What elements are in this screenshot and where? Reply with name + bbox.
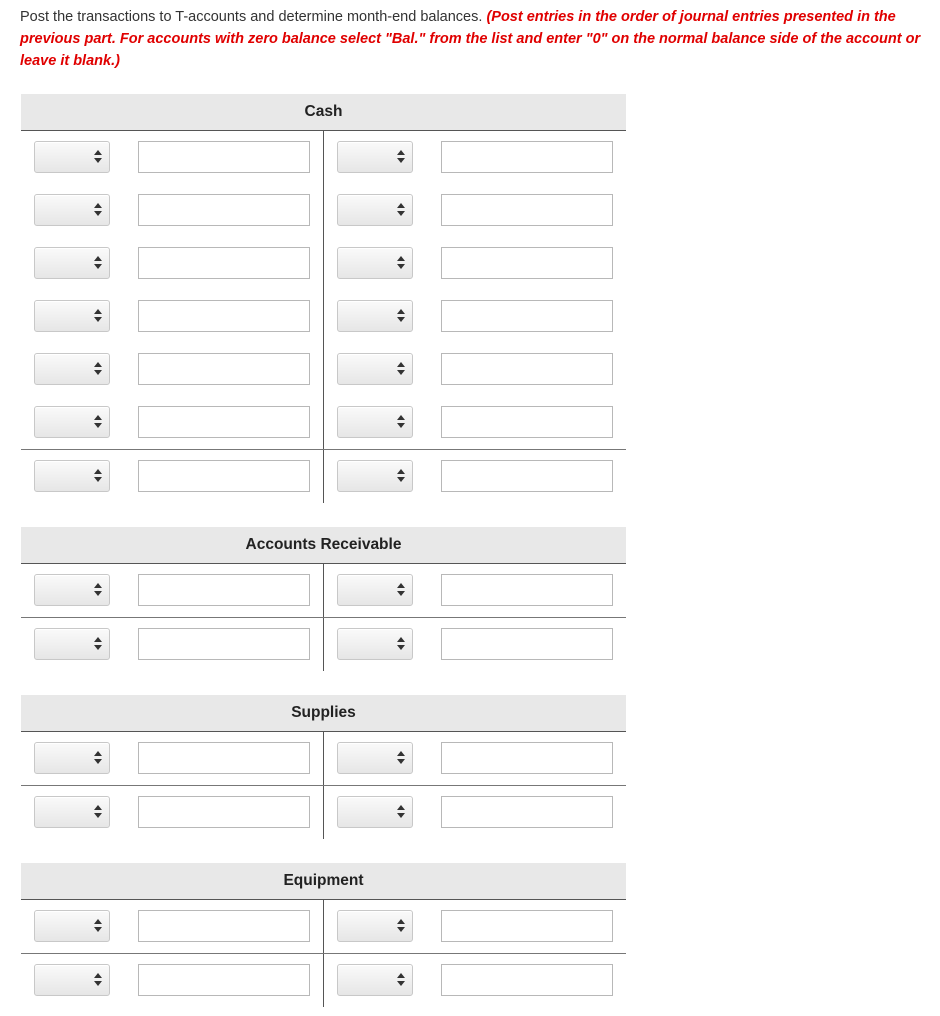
up-down-arrows-icon: [397, 362, 405, 376]
debit-label-select[interactable]: [34, 194, 110, 226]
t-account-body: [21, 131, 626, 503]
up-down-arrows-icon: [397, 415, 405, 429]
credit-amount-input[interactable]: [441, 194, 613, 226]
up-down-arrows-icon: [397, 583, 405, 597]
credit-amount-input[interactable]: [441, 964, 613, 996]
debit-amount-input[interactable]: [138, 574, 310, 606]
credit-label-select[interactable]: [337, 460, 413, 492]
t-account-title: Equipment: [21, 863, 626, 900]
t-account-accounts-receivable: [21, 527, 626, 671]
up-down-arrows-icon: [94, 256, 102, 270]
debit-amount-input[interactable]: [138, 964, 310, 996]
up-down-arrows-icon: [397, 150, 405, 164]
debit-label-select[interactable]: [34, 141, 110, 173]
debit-label-select[interactable]: [34, 406, 110, 438]
t-row: [21, 732, 626, 785]
debit-amount-input[interactable]: [138, 353, 310, 385]
debit-label-select[interactable]: [34, 353, 110, 385]
t-account-supplies: [21, 695, 626, 839]
up-down-arrows-icon: [94, 805, 102, 819]
credit-amount-input[interactable]: [441, 796, 613, 828]
credit-label-select[interactable]: [337, 964, 413, 996]
credit-label-select[interactable]: [337, 300, 413, 332]
up-down-arrows-icon: [397, 919, 405, 933]
debit-amount-input[interactable]: [138, 742, 310, 774]
credit-amount-input[interactable]: [441, 910, 613, 942]
credit-amount-input[interactable]: [441, 300, 613, 332]
up-down-arrows-icon: [94, 362, 102, 376]
t-row-balance: [21, 785, 626, 839]
t-row-balance: [21, 953, 626, 1007]
debit-amount-input[interactable]: [138, 194, 310, 226]
t-row: [21, 237, 626, 290]
debit-label-select[interactable]: [34, 247, 110, 279]
instructions: [20, 6, 925, 72]
credit-label-select[interactable]: [337, 742, 413, 774]
credit-label-select[interactable]: [337, 910, 413, 942]
debit-amount-input[interactable]: [138, 628, 310, 660]
up-down-arrows-icon: [397, 203, 405, 217]
credit-amount-input[interactable]: [441, 742, 613, 774]
debit-label-select[interactable]: [34, 742, 110, 774]
up-down-arrows-icon: [397, 309, 405, 323]
debit-amount-input[interactable]: [138, 910, 310, 942]
debit-amount-input[interactable]: [138, 406, 310, 438]
t-account-title: Supplies: [21, 695, 626, 732]
up-down-arrows-icon: [397, 637, 405, 651]
t-account-body: [21, 732, 626, 839]
debit-amount-input[interactable]: [138, 796, 310, 828]
debit-label-select[interactable]: [34, 910, 110, 942]
debit-amount-input[interactable]: [138, 141, 310, 173]
up-down-arrows-icon: [94, 973, 102, 987]
debit-label-select[interactable]: [34, 300, 110, 332]
debit-label-select[interactable]: [34, 628, 110, 660]
credit-amount-input[interactable]: [441, 460, 613, 492]
credit-amount-input[interactable]: [441, 574, 613, 606]
up-down-arrows-icon: [94, 469, 102, 483]
credit-label-select[interactable]: [337, 194, 413, 226]
credit-amount-input[interactable]: [441, 353, 613, 385]
debit-label-select[interactable]: [34, 574, 110, 606]
credit-label-select[interactable]: [337, 353, 413, 385]
debit-label-select[interactable]: [34, 796, 110, 828]
up-down-arrows-icon: [397, 256, 405, 270]
up-down-arrows-icon: [397, 805, 405, 819]
t-account-title: Cash: [21, 94, 626, 131]
t-account-body: [21, 900, 626, 1007]
credit-amount-input[interactable]: [441, 141, 613, 173]
debit-amount-input[interactable]: [138, 247, 310, 279]
t-account-title: Accounts Receivable: [21, 527, 626, 564]
up-down-arrows-icon: [94, 919, 102, 933]
t-account-cash: [21, 94, 626, 503]
t-account-body: [21, 564, 626, 671]
t-row: [21, 343, 626, 396]
t-row: [21, 900, 626, 953]
instructions-emphasis: (Post entries in the order of journal entries presented in the previous part. For accounts with zero balance select "Bal." from the list and enter "0" on the normal balance side of the account or leave it blank.): [20, 9, 921, 69]
up-down-arrows-icon: [94, 637, 102, 651]
up-down-arrows-icon: [397, 751, 405, 765]
instructions-text: Post the transactions to T-accounts and determine month-end balances.: [20, 9, 483, 25]
credit-label-select[interactable]: [337, 628, 413, 660]
debit-label-select[interactable]: [34, 964, 110, 996]
credit-amount-input[interactable]: [441, 628, 613, 660]
credit-amount-input[interactable]: [441, 406, 613, 438]
up-down-arrows-icon: [94, 150, 102, 164]
credit-amount-input[interactable]: [441, 247, 613, 279]
t-row-balance: [21, 449, 626, 503]
up-down-arrows-icon: [397, 973, 405, 987]
t-row: [21, 184, 626, 237]
credit-label-select[interactable]: [337, 247, 413, 279]
up-down-arrows-icon: [94, 415, 102, 429]
up-down-arrows-icon: [94, 203, 102, 217]
t-row: [21, 396, 626, 449]
credit-label-select[interactable]: [337, 574, 413, 606]
credit-label-select[interactable]: [337, 406, 413, 438]
up-down-arrows-icon: [94, 309, 102, 323]
up-down-arrows-icon: [94, 751, 102, 765]
up-down-arrows-icon: [397, 469, 405, 483]
up-down-arrows-icon: [94, 583, 102, 597]
debit-label-select[interactable]: [34, 460, 110, 492]
t-account-equipment: [21, 863, 626, 1007]
credit-label-select[interactable]: [337, 796, 413, 828]
t-row: [21, 564, 626, 617]
t-row: [21, 131, 626, 184]
debit-amount-input[interactable]: [138, 460, 310, 492]
debit-amount-input[interactable]: [138, 300, 310, 332]
t-row-balance: [21, 617, 626, 671]
credit-label-select[interactable]: [337, 141, 413, 173]
t-row: [21, 290, 626, 343]
